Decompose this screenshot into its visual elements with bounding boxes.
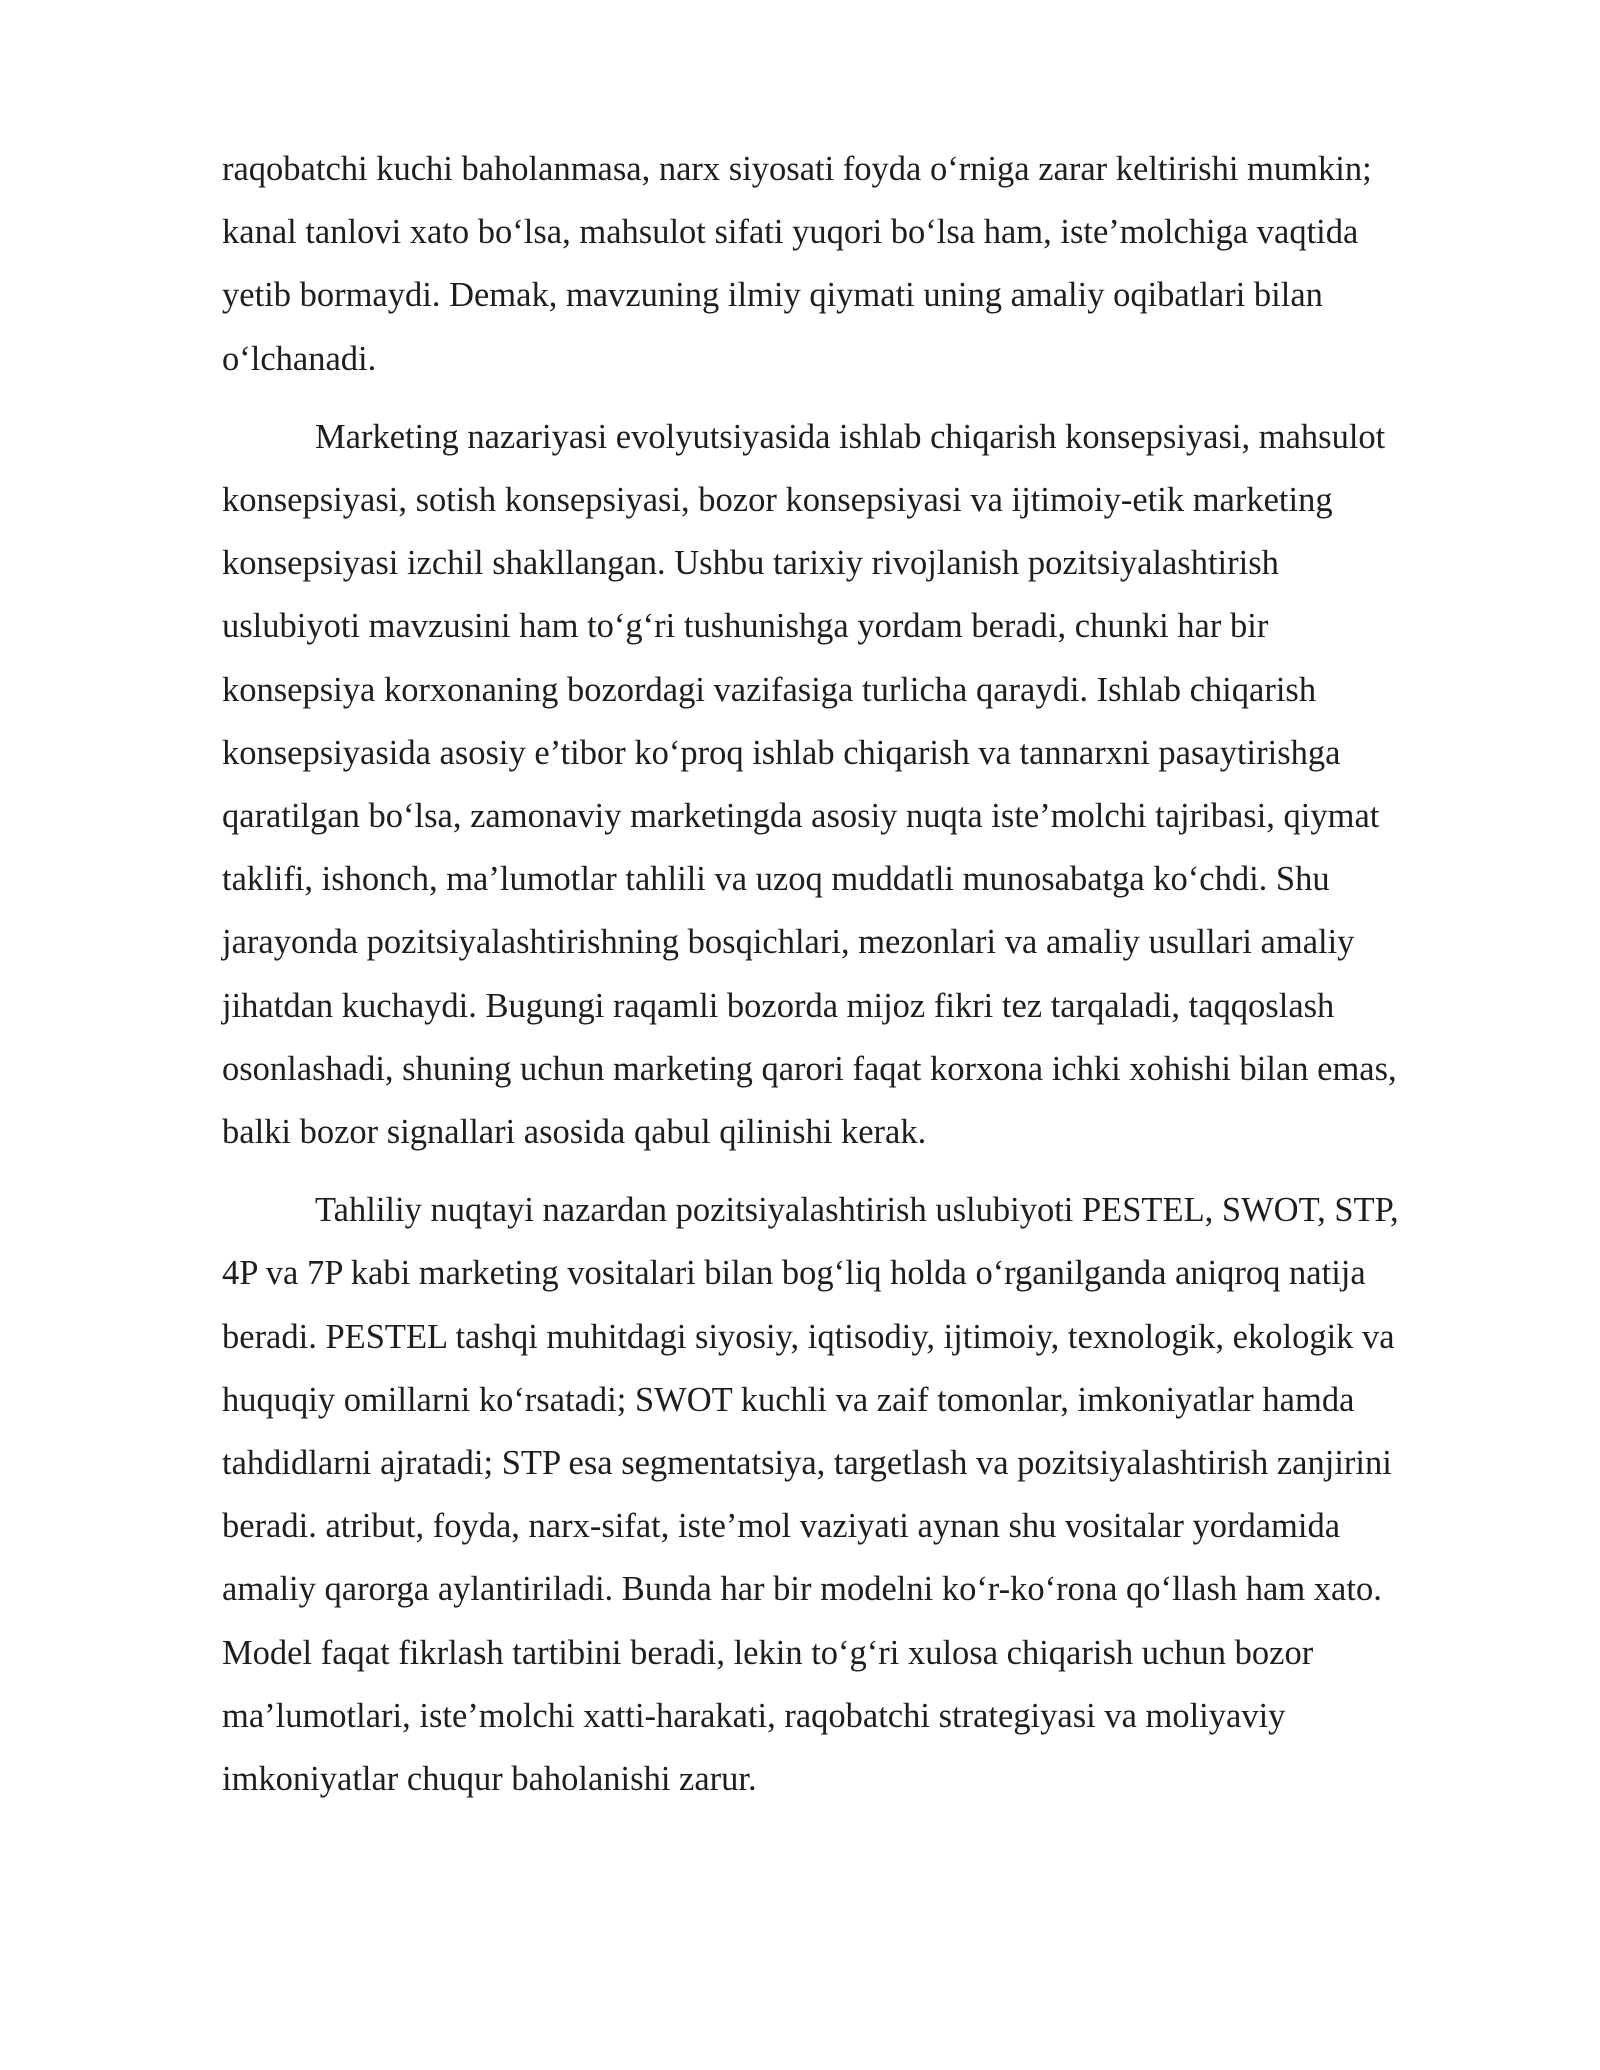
paragraph-line: huquqiy omillarni ko‘rsatadi; SWOT kuchli va zaif tomonlar, imkoniyatlar hamda [222,1380,1355,1419]
paragraph-line: konsepsiyasida asosiy e’tibor ko‘proq ishlab chiqarish va tannarxni pasaytirishga [222,733,1341,772]
body-paragraph [222,138,1478,391]
paragraph-line: taklifi, ishonch, ma’lumotlar tahlili va uzoq muddatli munosabatga ko‘chdi. Shu [222,860,1330,899]
paragraph-line: raqobatchi kuchi baholanmasa, narx siyosati foyda o‘rniga zarar keltirishi mumkin; [222,150,1372,188]
paragraph-line: konsepsiya korxonaning bozordagi vazifasiga turlicha qaraydi. Ishlab chiqarish [222,670,1317,709]
paragraph-line: imkoniyatlar chuqur baholanishi zarur. [222,1760,757,1799]
paragraph-line: osonlashadi, shuning uchun marketing qarori faqat korxona ichki xohishi bilan emas, [222,1049,1397,1088]
paragraph-line: tahdidlarni ajratadi; STP esa segmentatsiya, targetlash va pozitsiyalashtirish zanjirini [222,1444,1392,1483]
paragraph-line: amaliy qarorga aylantiriladi. Bunda har bir modelni ko‘r-ko‘rona qo‘llash ham xato. [222,1570,1382,1609]
paragraph-line: beradi. PESTEL tashqi muhitdagi siyosiy, iqtisodiy, ijtimoiy, texnologik, ekologik va [222,1317,1395,1356]
paragraph-line: uslubiyoti mavzusini ham to‘g‘ri tushunishga yordam beradi, chunki har bir [222,607,1269,646]
body-paragraph [222,1179,1478,1811]
paragraph-line: Tahliliy nuqtayi nazardan pozitsiyalashtirish uslubiyoti PESTEL, SWOT, STP, [315,1191,1399,1230]
paragraph-line: beradi. atribut, foyda, narx-sifat, iste’mol vaziyati aynan shu vositalar yordamida [222,1507,1341,1546]
paragraph-line: yetib bormaydi. Demak, mavzuning ilmiy qiymati uning amaliy oqibatlari bilan [222,276,1323,315]
paragraph-line: kanal tanlovi xato bo‘lsa, mahsulot sifati yuqori bo‘lsa ham, iste’molchiga vaqtida [222,213,1359,252]
body-paragraph [222,406,1478,1164]
document-body [222,138,1478,1826]
paragraph-line: konsepsiyasi izchil shakllangan. Ushbu tarixiy rivojlanish pozitsiyalashtirish [222,544,1279,583]
paragraph-line: o‘lchanadi. [222,339,377,378]
paragraph-line: konsepsiyasi, sotish konsepsiyasi, bozor konsepsiyasi va ijtimoiy-etik marketing [222,481,1333,520]
paragraph-line: Model faqat fikrlash tartibini beradi, lekin to‘g‘ri xulosa chiqarish uchun bozor [222,1633,1314,1672]
paragraph-line: 4P va 7P kabi marketing vositalari bilan bog‘liq holda o‘rganilganda aniqroq natija [222,1254,1366,1293]
paragraph-line: jarayonda pozitsiyalashtirishning bosqichlari, mezonlari va amaliy usullari amaliy [222,923,1355,962]
paragraph-line: qaratilgan bo‘lsa, zamonaviy marketingda asosiy nuqta iste’molchi tajribasi, qiymat [222,797,1380,836]
paragraph-line: jihatdan kuchaydi. Bugungi raqamli bozorda mijoz fikri tez tarqaladi, taqqoslash [222,986,1335,1025]
paragraph-line: ma’lumotlari, iste’molchi xatti-harakati, raqobatchi strategiyasi va moliyaviy [222,1696,1286,1735]
paragraph-line: Marketing nazariyasi evolyutsiyasida ishlab chiqarish konsepsiyasi, mahsulot [315,417,1386,456]
paragraph-line: balki bozor signallari asosida qabul qilinishi kerak. [222,1113,927,1152]
